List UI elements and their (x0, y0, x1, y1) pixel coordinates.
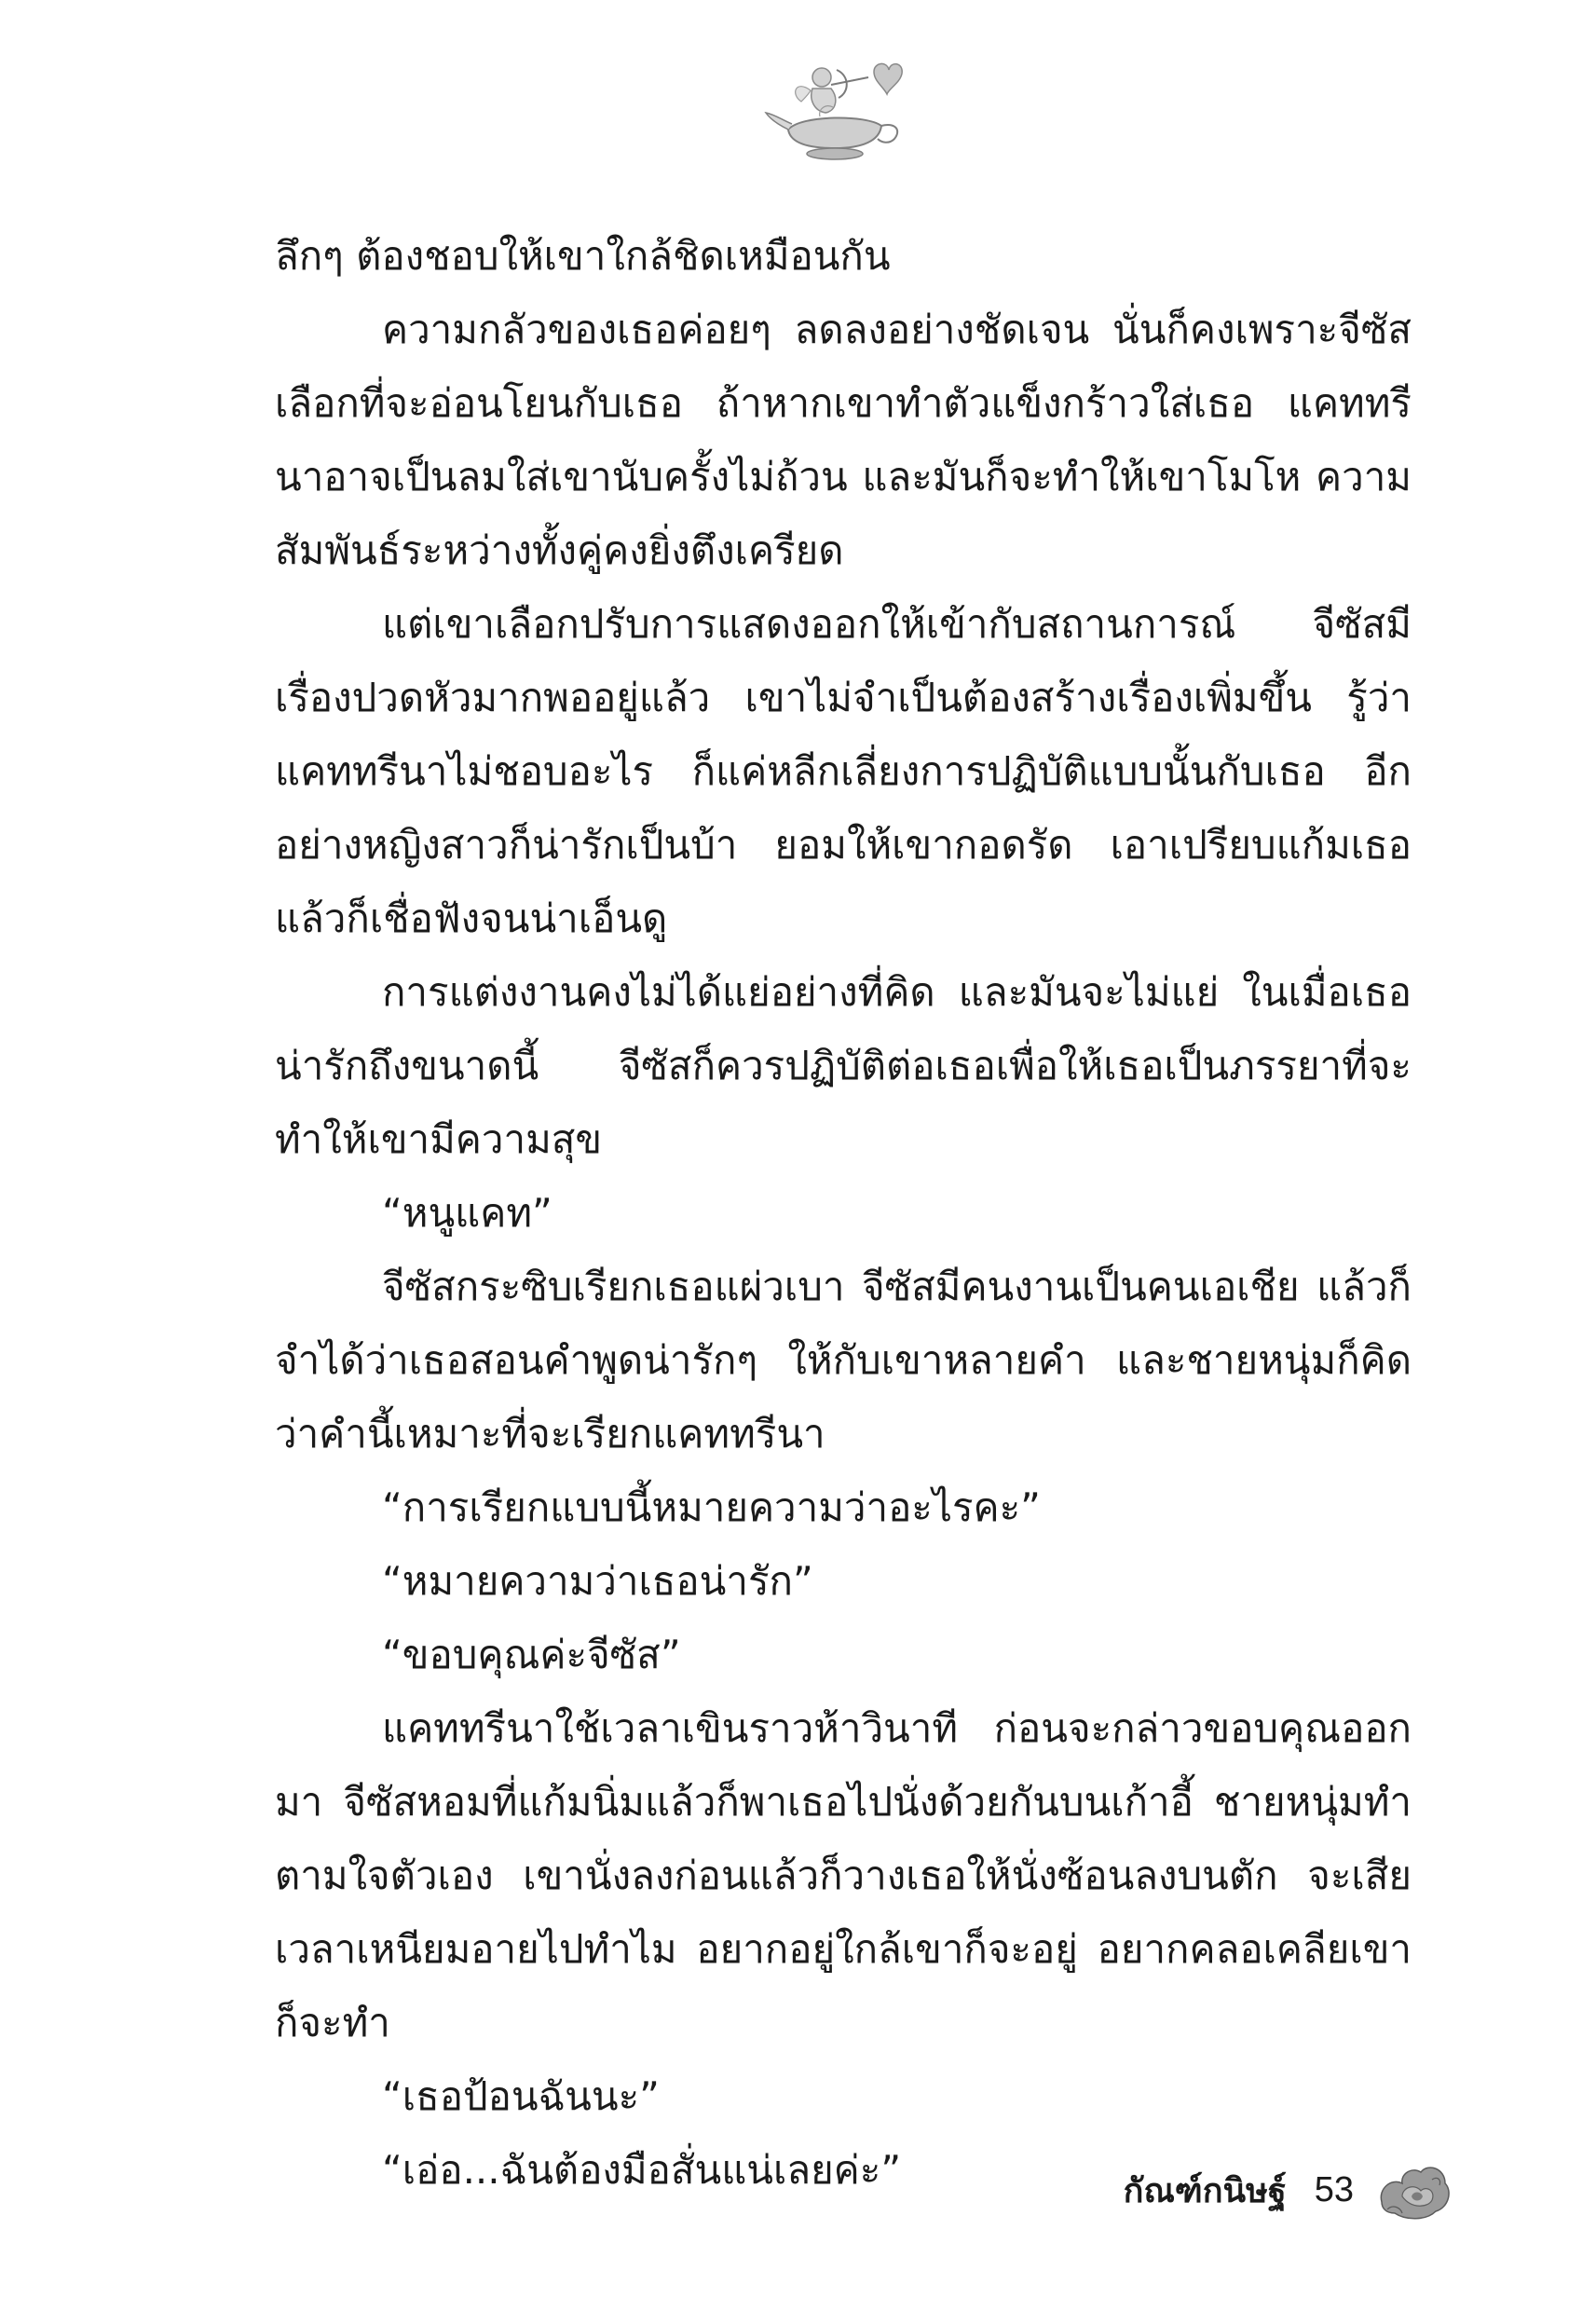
page-footer (1062, 2148, 1453, 2232)
dialogue-line: “เอ่อ...ฉันต้องมือสั่นแน่เลยค่ะ” (382, 2147, 902, 2193)
dialogue-line: “หมายความว่าเธอน่ารัก” (382, 1558, 813, 1604)
body-text (275, 219, 1412, 2207)
paragraph: ความกลัวของเธอค่อยๆ ลดลงอย่างชัดเจน นั่นก็คงเพราะจีซัสเลือกที่จะอ่อนโยนกับเธอ ถ้าหากเขาทำตัวแข็งกร้าวใส่เธอ แคททรีนาอาจเป็นลมใส่เขานับครั้งไม่ถ้วน และมันก็จะทำให้เขาโมโห ความสัมพันธ์ระหว่างทั้งคู่คงยิ่งตึงเครียด (275, 307, 1412, 573)
dialogue-line: “เธอป้อนฉันนะ” (382, 2073, 660, 2119)
rose-icon (1374, 2155, 1453, 2225)
author-name: กัณฑ์กนิษฐ์ (1123, 2171, 1287, 2210)
page-number: 53 (1314, 2169, 1354, 2209)
dialogue-line: “ขอบคุณค่ะจีซัส” (382, 1632, 681, 1677)
paragraph: แต่เขาเลือกปรับการแสดงออกให้เข้ากับสถานการณ์ จีซัสมีเรื่องปวดหัวมากพออยู่แล้ว เขาไม่จำเป็นต้องสร้างเรื่องเพิ่มขึ้น รู้ว่าแคททรีนาไม่ชอบอะไร ก็แค่หลีกเลี่ยงการปฏิบัติแบบนั้นกับเธอ อีกอย่างหญิงสาวก็น่ารักเป็นบ้า ยอมให้เขากอดรัด เอาเปรียบแก้มเธอ แล้วก็เชื่อฟังจนน่าเอ็นดู (275, 601, 1412, 941)
paragraph: จีซัสกระซิบเรียกเธอแผ่วเบา จีซัสมีคนงานเป็นคนเอเชีย แล้วก็จำได้ว่าเธอสอนคำพูดน่ารักๆ ให้กับเขาหลายคำ และชายหนุ่มก็คิดว่าคำนี้เหมาะที่จะเรียกแคททรีนา (275, 1264, 1412, 1456)
dialogue-line: “หนูแคท” (382, 1190, 552, 1236)
dialogue-line: “การเรียกแบบนี้หมายความว่าอะไรคะ” (382, 1484, 1041, 1530)
paragraph: ลึกๆ ต้องชอบให้เขาใกล้ชิดเหมือนกัน (275, 233, 891, 279)
cupid-teapot-ornament-icon (764, 51, 913, 163)
paragraph: การแต่งงานคงไม่ได้แย่อย่างที่คิด และมันจะไม่แย่ ในเมื่อเธอน่ารักถึงขนาดนี้ จีซัสก็ควรปฏิบัติต่อเธอเพื่อให้เธอเป็นภรรยาที่จะทำให้เขามีความสุข (275, 969, 1412, 1162)
paragraph: แคททรีนาใช้เวลาเขินราวห้าวินาที ก่อนจะกล่าวขอบคุณออกมา จีซัสหอมที่แก้มนิ่มแล้วก็พาเธอไปนั่งด้วยกันบนเก้าอี้ ชายหนุ่มทำตามใจตัวเอง เขานั่งลงก่อนแล้วก็วางเธอให้นั่งซ้อนลงบนตัก จะเสียเวลาเหนียมอายไปทำไม อยากอยู่ใกล้เขาก็จะอยู่ อยากคลอเคลียเขาก็จะทำ (275, 1705, 1412, 2045)
